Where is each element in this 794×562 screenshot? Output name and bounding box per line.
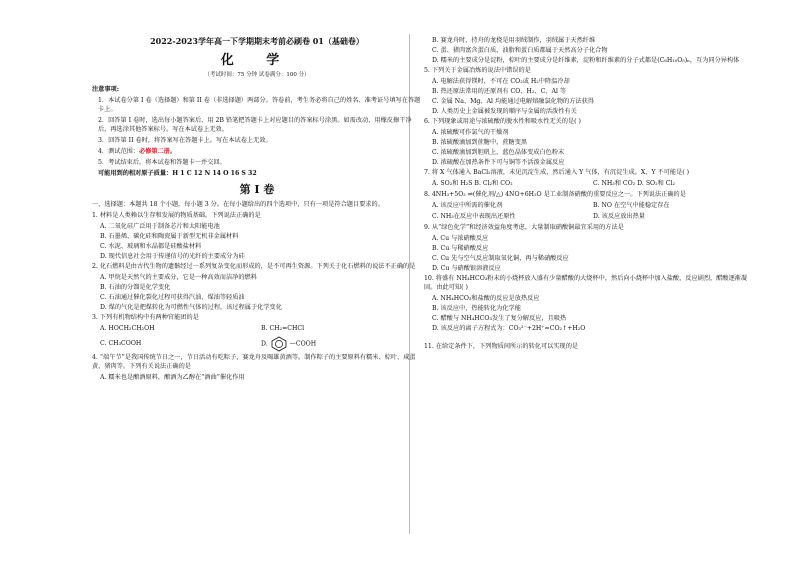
- option-a: A. 甲烷是天然气的主要成分，它是一种高效而洁净的燃料: [100, 274, 257, 282]
- options-ab: A. SO₂和 H₂S B. Cl₂和 CO₂: [432, 179, 513, 187]
- option-a: A. NH₄HCO₃和盐酸的反应是放热反应: [432, 294, 540, 302]
- question-8: [424, 191, 754, 222]
- question-3: [92, 314, 422, 352]
- options-cd: C. NH₃和 CO₂ D. SO₂和 Cl₂: [593, 179, 675, 187]
- option-b: B. 该反应中，热能转化为化学能: [432, 304, 521, 312]
- question-6: [424, 118, 754, 168]
- option-row: [92, 325, 422, 334]
- note-scope-label: 4．测试范围：: [98, 148, 140, 156]
- option-d: D. Cu 与硝酸银溶液反应: [432, 264, 501, 272]
- question-stem: 5. 下列关于金属冶炼的说法中错误的是: [424, 66, 531, 74]
- option-a: A. 该反应中所需的催化剂: [432, 201, 503, 209]
- option-d: D. 煤的气化是把煤转化为可燃性气体的过程，该过程属于化学变化: [100, 304, 282, 312]
- question-4: [92, 354, 422, 383]
- note-item-scope: [92, 148, 422, 157]
- right-column: [424, 36, 754, 354]
- option-c: C. 醋酸与 NH₄HCO₃发生了复分解反应，且吸热: [432, 314, 567, 322]
- option-row: [92, 336, 422, 352]
- benzene-ring-icon: [270, 336, 288, 352]
- section-title: 第 I 卷: [239, 183, 275, 197]
- left-column: [92, 36, 422, 384]
- note-scope-value: 必修第二册。: [139, 148, 177, 156]
- spacer: [424, 335, 754, 343]
- option-c: C. 水泥、玻璃和水晶都是硅酸盐材料: [100, 243, 202, 251]
- option-c: C. 金属 Na、Mg、Al 均能通过电解熔融氯化物的方法获得: [432, 97, 594, 105]
- question-5: [424, 67, 754, 117]
- question-stem: 2. 化石燃料是由古代生物的遗骸经过一系列复杂变化而形成的，是不可再生资源。下列关于化石燃料的说法不正确的是: [92, 263, 416, 271]
- question-stem: 1. 材料是人类赖以生存和发展的物质基础。下列说法正确的是: [92, 212, 261, 220]
- question-stem: 11. 在给定条件下，下列物质间所示的转化可以实现的是: [424, 342, 579, 350]
- note-item: 5．考试结束后，将本试卷和答题卡一并交回。: [98, 159, 226, 167]
- option-d: D. 该反应的离子方程式为：CO₃²⁻+2H⁺=CO₂↑+H₂O: [432, 324, 586, 332]
- option-b: B. CH₂=CHCl: [261, 325, 305, 333]
- note-item: 1．本试卷分第 I 卷（选择题）和第 II 卷（非选择题）两部分。答卷前，考生务必将自己的姓名、准考证号填写在答题卡上。: [98, 97, 421, 114]
- question-stem: 6. 下列现象或用途与浓硫酸的脱水性和吸水性无关的是( ): [424, 117, 581, 125]
- option-b: B. 浓硫酸滴加到蔗糖中，蔗糖变黑: [432, 138, 528, 146]
- option-d: D. 该反应放出热量: [593, 212, 645, 220]
- notes-heading: 注意事项:: [92, 86, 120, 94]
- question-10: [424, 275, 754, 334]
- option-a: A. 电解法获得镁时，不可在 CO₂或 H₂中降温冷却: [432, 77, 570, 85]
- question-stem: 4. “端午节”是我国传统节日之一，节日活动有吃粽子、赛龙舟及喝雄黄酒等。制作粽子的主要原料有糯米、棕叶、咸蛋黄、猪肉等。下列有关说法正确的是: [92, 354, 416, 370]
- option-a: A. 浓硫酸可作氯气的干燥剂: [432, 128, 509, 136]
- question-stem: 7. 将 X 气体通入 BaCl₂溶液，未见沉淀生成，然后通入 Y 气体，有沉淀生成。X、Y 不可能是( ): [424, 168, 690, 176]
- atomic-masses: 可能用到的相对原子质量：H 1 C 12 N 14 O 16 S 32: [98, 170, 257, 178]
- option-d-wrap: [261, 336, 422, 352]
- question-11: [424, 343, 754, 352]
- exam-title: 2022-2023学年高一下学期期末考前必刷卷 01（基础卷）: [150, 36, 364, 46]
- option-c: C. 浓硫酸滴加到胆矾上，蓝色晶体变成白色粉末: [432, 148, 565, 156]
- option-c: C. Cu 先与空气反应制取氧化铜，再与稀硝酸反应: [432, 254, 569, 262]
- subject-title: 化 学: [220, 52, 294, 68]
- question-stem: 9. 从“绿色化学”和经济效益角度考虑，大量制取硝酸铜最宜采用的方法是: [424, 223, 624, 231]
- exam-meta: （考试时间：75 分钟 试卷满分：100 分）: [204, 72, 310, 79]
- option-c: C. CH₃COOH: [100, 339, 142, 347]
- question-9: [424, 224, 754, 274]
- option-a: A. 糯米也是酿酒原料，酿酒为乙醇在“酒曲”催化作用: [100, 373, 245, 381]
- option-b: B. 石油的分馏是化学变化: [100, 284, 171, 292]
- section-intro: 一、选择题：本题共 18 个小题，每小题 3 分。在每小题给出的四个选项中，只有一项是符合题目要求的。: [92, 201, 384, 209]
- option-b: B. 热还原法常用的还原剂有 CO、H₂、C、Al 等: [432, 87, 567, 95]
- option-b: B. 赛龙舟时，持舟的龙桡是用羽绒制作，羽绒属于天然纤维: [432, 37, 596, 44]
- question-4-continued: [424, 37, 754, 66]
- option-row: [424, 202, 754, 211]
- option-d: D. 现代信息社会用于传递信号的光纤的主要成分为硅: [100, 253, 245, 261]
- option-d: D.: [261, 340, 268, 348]
- option-row: [424, 180, 754, 189]
- question-stem: 3. 下列有机物结构中有两种官能团的是: [92, 314, 199, 322]
- option-c: C. 蛋、猪肉富含蛋白质，油脂和蛋白质都属于天然高分子化合物: [432, 46, 608, 54]
- benzene-substituent: —COOH: [289, 340, 317, 348]
- question-7: [424, 169, 754, 189]
- question-2: [92, 263, 422, 313]
- option-a: A. Cu 与浓硝酸反应: [432, 234, 489, 242]
- option-d: D. 人类历史上金属被发现的顺序与金属的活泼性有关: [432, 107, 577, 115]
- question-1: [92, 212, 422, 262]
- option-b: B. Cu 与稀硝酸反应: [432, 244, 489, 252]
- option-b: B. 石墨烯、碳化硅和陶瓷属于新型无机非金属材料: [100, 233, 239, 241]
- option-c: C. NH₃在反应中表现出还原性: [432, 212, 516, 220]
- option-b: B. NO 在空气中能稳定存在: [593, 201, 670, 209]
- option-d: D. 糯米的主要成分是淀粉，棕叶的主要成分是纤维素，淀粉和纤维素的分子式都是(C₆H₁₀O₅)ₙ，互为同分异构体: [432, 56, 740, 64]
- option-a: A. 二氧化硅广泛用于制备芯片和太阳能电池: [100, 223, 220, 231]
- option-row: [424, 213, 754, 222]
- option-d: D. 浓硫酸在加热条件下可与铜等不活泼金属反应: [432, 158, 565, 166]
- note-item: 3．回答第 II 卷时，将答案写在答题卡上。写在本试卷上无效。: [98, 137, 272, 145]
- question-stem: 10. 将盛有 NH₄HCO₃粉末的小烧杯放入盛有少量醋酸的大烧杯中，然后向小烧杯中加入盐酸，反应剧烈，醋酸逐渐凝固。由此可知( ): [424, 274, 748, 291]
- option-c: C. 石油通过催化裂化过程可获得汽油、煤油等轻质油: [100, 294, 245, 302]
- note-item: 2．回答第 I 卷时，选出每小题答案后，用 2B 铅笔把答题卡上对应题目的答案标号涂黑。如需改动，用橡皮擦干净后，再选涂其他答案标号。写在本试卷上无效。: [98, 117, 412, 134]
- option-a: A. HOCH₂CH₂OH: [100, 325, 155, 333]
- question-stem: 8. 4NH₃+5O₂ ⇌(催化剂/△) 4NO+6H₂O 是工业制备硝酸的重要反应之一。下列说法正确的是: [424, 190, 686, 198]
